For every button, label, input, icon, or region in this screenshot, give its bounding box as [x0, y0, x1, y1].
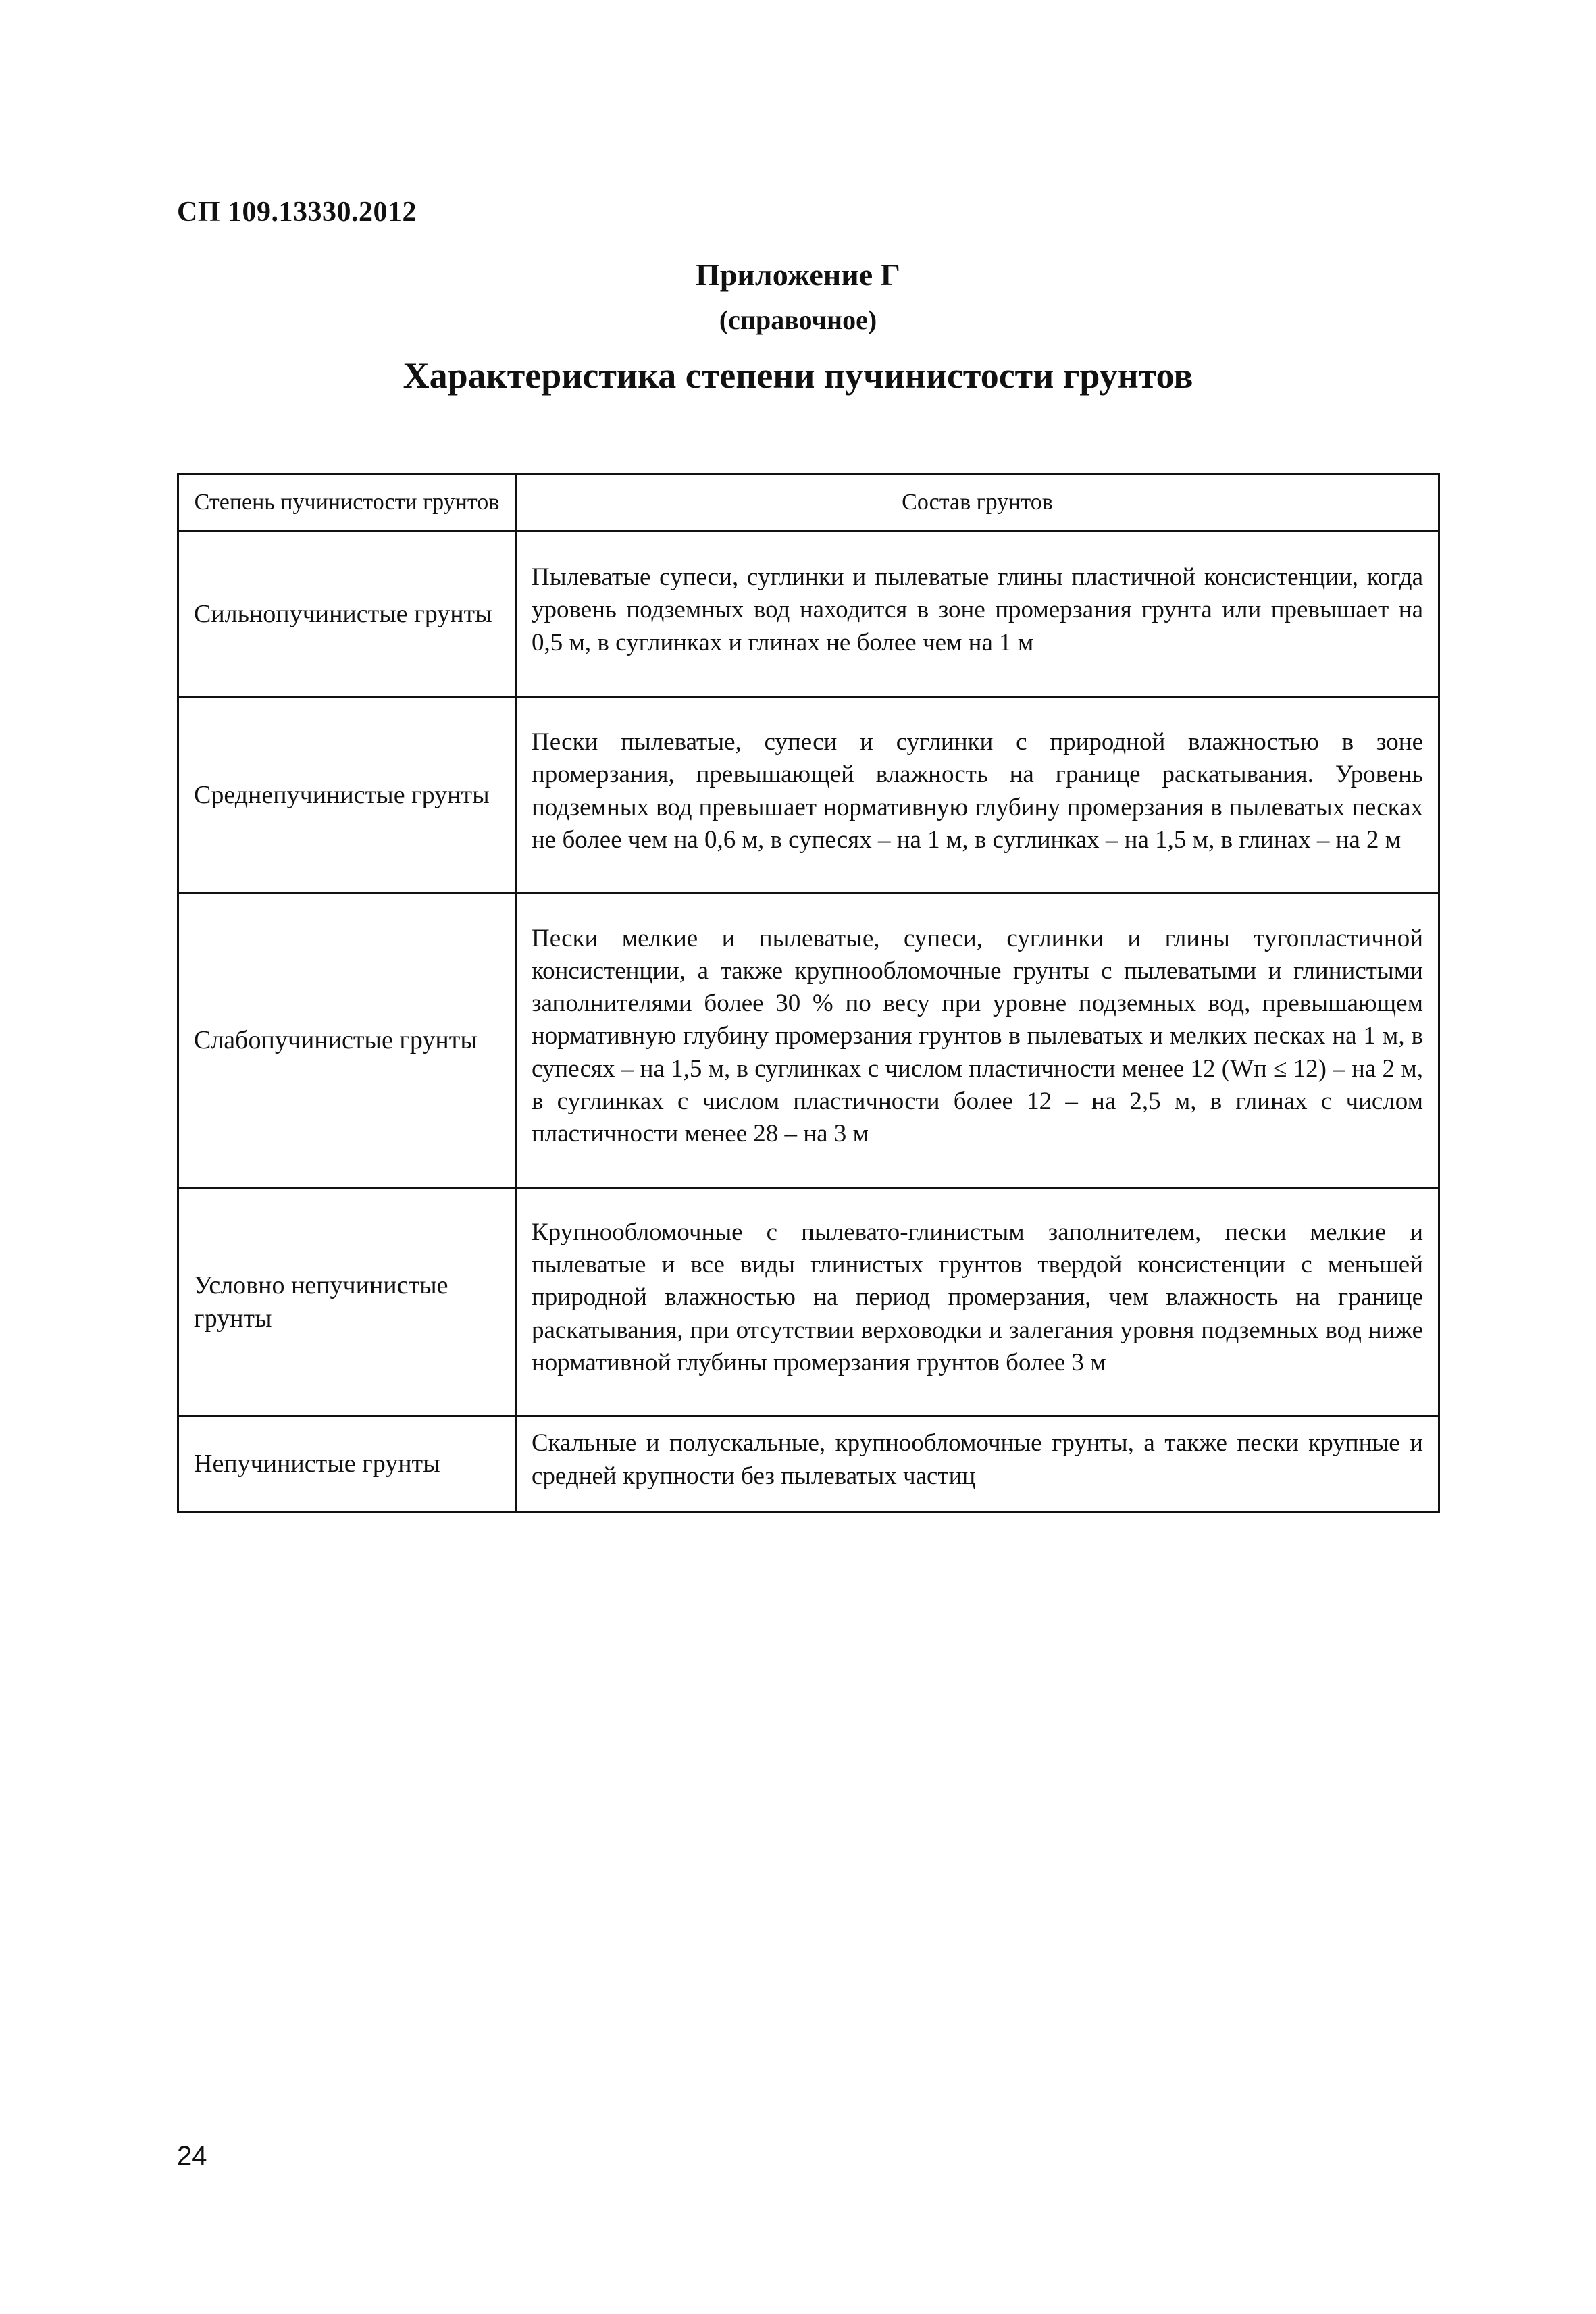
table-row: [178, 894, 1439, 1188]
appendix-subtitle: (справочное): [719, 305, 877, 335]
soil-heave-table: [177, 473, 1440, 1513]
row-composition: Пылеватые супеси, суглинки и пылеватые глины пластичной консистенции, когда уровень подземных вод находится в зоне промерзания грунта или превышает на 0,5 м, в суглинках и глинах не более чем на 1 м: [516, 532, 1439, 698]
row-degree: Сильнопучинистые грунты: [178, 532, 516, 698]
row-degree: Среднепучинистые грунты: [178, 698, 516, 894]
row-degree: Непучинистые грунты: [178, 1416, 516, 1512]
table-row: [178, 532, 1439, 698]
header-composition: Состав грунтов: [516, 474, 1439, 532]
row-composition: Скальные и полускальные, крупнообломочные грунты, а также пески крупные и средней крупности без пылеватых частиц: [516, 1416, 1439, 1512]
table-row: [178, 1416, 1439, 1512]
page-title: Характеристика степени пучинистости грунтов: [403, 355, 1193, 396]
row-composition: Пески пылеватые, супеси и суглинки с природной влажностью в зоне промерзания, превышающей влажность на границе раскатывания. Уровень подземных вод превышает нормативную глубину промерзания в пылеватых песках не более чем на 0,6 м, в супесях – на 1 м, в суглинках – на 1,5 м, в глинах – на 2 м: [516, 698, 1439, 894]
header-degree: Степень пучинистости грунтов: [178, 474, 516, 532]
row-composition: Крупнообломочные с пылевато-глинистым заполнителем, пески мелкие и пылеватые и все виды глинистых грунтов твердой консистенции с меньшей природной влажностью на период промерзания, чем влажность на границе раскатывания, при отсутствии верховодки и залегания уровня подземных вод ниже нормативной глубины промерзания грунтов более 3 м: [516, 1188, 1439, 1416]
row-degree: Слабопучинистые грунты: [178, 894, 516, 1188]
appendix-title: Приложение Г: [696, 257, 900, 292]
page-number: 24: [177, 2141, 207, 2171]
row-composition: Пески мелкие и пылеватые, супеси, суглинки и глины тугопластичной консистенции, а также крупнообломочные грунты с пылеватыми и глинистыми заполнителями более 30 % по весу при уровне подземных вод, превышающем нормативную глубину промерзания грунтов в пылеватых и мелких песках на 1 м, в супесях – на 1,5 м, в суглинках с числом пластичности менее 12 (Wп ≤ 12) – на 2 м, в суглинках с числом пластичности более 12 – на 2,5 м, в глинах с числом пластичности менее 28 – на 3 м: [516, 894, 1439, 1188]
table-header-row: [178, 474, 1439, 532]
document-code: СП 109.13330.2012: [177, 197, 417, 228]
table-row: [178, 698, 1439, 894]
row-degree: Условно непучинистые грунты: [178, 1188, 516, 1416]
table-row: [178, 1188, 1439, 1416]
